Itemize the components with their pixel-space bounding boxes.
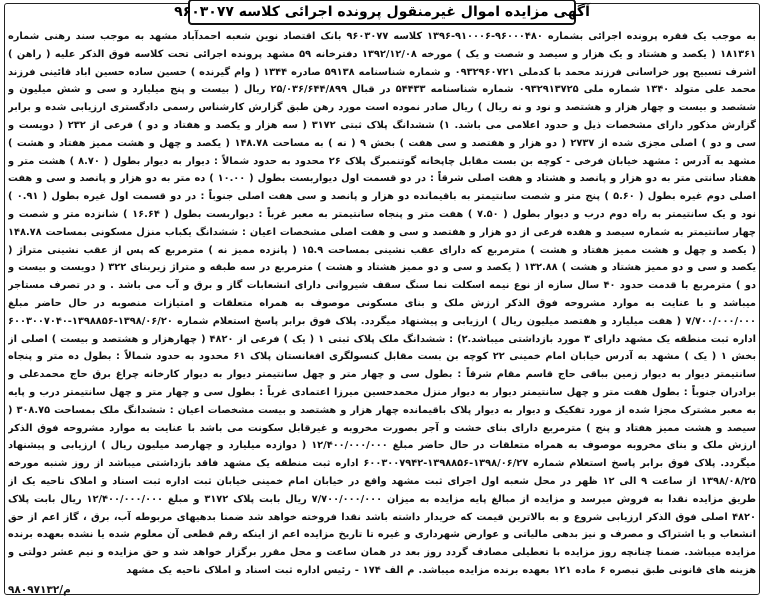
notice-title: آگهی مزایده اموال غیرمنقول پرونده اجرائی کلاسه ۹۶۰۳۰۷۷ <box>174 4 590 20</box>
title-box <box>174 0 590 25</box>
reference-code: ۹۸۰۹۷۱۳۲/م <box>8 584 71 596</box>
notice-body: به موجب یک فقره پرونده اجرائی بشماره ۹۶۰۰۰۴۸۰-۹۱۰۰۰۶-۱۳۹۶ کلاسه ۹۶۰۳۰۷۷ بانک اقتصاد نوین شعبه احمدآباد مشهد به موجب سند رهنی شماره ۱۸۱۳۶۱ ( یکصد و هشتاد و یک هزار و سیصد و شصت و یک ) مورخه ۱۳۹۲/۱۲/۰۸ دفترخانه ۵۹ مشهد پرونده اجرائی تحت کلاسه فوق الذکر علیه ( راهن ) اشرف تسبیح پور خراسانی فرزند محمد با کدملی ۰۹۳۲۹۶۰۷۲۱ و شماره شناسنامه ۵۹۱۳۸ صادره ۱۳۴۴ ( وام گیرنده ) حسین ساده حسین اباد قائینی فرزند محمد علی متولد ۱۳۴۰ شماره ملی ۰۹۳۲۹۱۳۷۲۵ شماره شناسنامه ۵۴۴۳۳ در قبال ۲۵/۰۳۶/۶۴۴/۸۹۹ ریال ( بیست و پنج میلیارد و سی و شش میلیون و ششصد و بیست و چهار هزار و هشتصد و نود و نه ریال ) ریال صادر نموده است مورد رهن طبق گزارش کارشناس رسمی دادگستری ارزیابی شده و برابر گزارش مذکور دارای مشخصات ذیل و حدود اعلامی می باشد. ۱) ششدانگ پلاک ثبتی ۳۱۷۲ ( سه هزار و یکصد و هفتاد و دو ) فرعی از ۲۳۲ ( دویست و سی و دو ) اصلی مجزی شده از ۲۷۳۷ ( دو هزار و هفتصد و سی هفت ) بخش ۹ ( نه ) به مساحت ۱۴۸.۷۸ ( یکصد و چهل و هشت ممیز هفتاد و هشت ) مشهد به آدرس : مشهد خیابان فرخی - کوچه بن بست مقابل چاپخانه گوتنمبرگ پلاک ۲۶ محدود به حدود شمالاً : دیوار به دیوار بطول ( ۸.۷۰ ) هشت متر و هفتاد سانتی متر به دو هزار و پانصد و هشتاد و هفت اصلی شرقاً : در دو قسمت اول دیواربست بطول ( ۱۰.۰۰ ) ده متر به دو هزار و پانصد و سی و هفت اصلی دوم غیره بطول ( ۵.۶۰ ) پنج متر و شصت سانتیمتر به باقیمانده دو هزار و پانصد و سی هفت اصلی جنوباً : در دو قسمت اول غیره بطول ( ۰.۹۱ ) نود و یک سانتیمتر به راه دوم درب و دیوار بطول ( ۷.۵۰ ) هفت متر و پنجاه سانتیمتر به معبر غرباً : دیواربست بطول ( ۱۶.۶۴ ) شانزده متر و شصت و چهار سانتیمتر به شماره سیصد و هفده فرعی از دو هزار و هفتصد و سی و هفت اصلی مشخصات اعیان : ششدانگ یکباب منزل مسکونی بمساحت ۱۴۸.۷۸ ( یکصد و چهل و هشت ممیز هفتاد و هشت ) مترمربع که دارای عقب نشینی بمساحت ۱۵.۹ ( پانزده ممیز نه ) مترمربع که پس از عقب نشینی متراژ ( یکصد و سی و دو ممیز هشتاد و هشت ) ۱۳۲.۸۸ ( یکصد و سی و دو ممیز هشتاد و هشت ) مترمربع در سه طبقه و متراژ زیربنای ۳۲۲ ( دویست و بیست و دو ) مترمربع با قدمت حدود ۴۰ سال سازه از نوع نیمه اسکلت نما سنگ سقف شیروانی دارای انشعابات گاز و برق و آب می باشد . و در تصرف مستاجر میباشد و با عنایت به موارد مشروحه فوق الذکر ارزش ملک و بنای مسکونی موصوف به همراه متعلقات و امتیازات منصوبه در حال حاضر مبلغ ۷/۷۰۰/۰۰۰/۰۰۰ ( هفت میلیارد و هفتصد میلیون ریال ) ارزیابی و پیشنهاد میگردد. پلاک فوق برابر پاسخ استعلام شماره ۱۳۹۸/۰۶/۲۰-۱۳۹۸۸۵۶-۶۰۰۳۰۰۷۰۴۰ اداره ثبت منطقه یک مشهد دارای ۳ مورد بازداشتی میباشد.۲) : ششدانگ ملک پلاک ثبتی ۱ ( یک ) فرعی از ۴۸۲۰ ( چهارهزار و هشتصد و بیست ) اصلی از بخش ۱ ( یک ) مشهد به آدرس خیابان امام خمینی ۲۲ کوچه بن بست مقابل کنسولگری افغانستان پلاک ۶۱ محدود به حدود شمالاً : بطول ده متر و پنجاه سانتیمتر دیوار به دیوار زمین بباقی حاج قاسم مقام شرقاً : بطول سی و چهار متر و چهل سانتیمتر دیوار به دیوار کارخانه چراغ برق حاج محمدعلی و برادران جنوباً : بطول هفت متر و چهل سانتیمتر دیوار به دیوار منزل محمدحسین میرزا اعتمادی غرباً : بطول سی و چهار متر و چهل سانتیمتر درب و پایه به معبر مشترک مجزا شده از مورد تفکیک و دیوار به دیوار پلاک باقیمانده چهار هزار و هشتصد و بیست مشخصات اعیان : ششدانگ ملک بمساحت ۳۰۸.۷۵ ( سیصد و هشت ممیز هفتاد و پنج ) مترمربع دارای بنای خشت و آجر بصورت مخروبه و غیرقابل سکونت می باشد با عنایت به موارد مشروحه فوق الذکر ارزش ملک و بنای مخروبه موصوف به همراه متعلقات در حال حاضر مبلغ ۱۲/۴۰۰/۰۰۰/۰۰۰ ( دوازده میلیارد و چهارصد میلیون ریال ) ارزیابی و پیشنهاد میگردد. پلاک فوق برابر پاسخ استعلام شماره ۱۳۹۸/۰۶/۲۷-۱۳۹۸۸۵۶-۶۰۰۳۰۰۷۹۴۲ اداره ثبت منطقه یک مشهد فاقد بازداشتی میباشد از روز شنبه مورخه ۱۳۹۸/۰۸/۲۵ از ساعت ۹ الی ۱۲ ظهر در محل شعبه اول اجرای ثبت مشهد واقع در خیابان امام خمینی خیابان ثبت اداره ثبت اسناد و املاک ناحیه یک از طریق مزایده نقدا به فروش میرسد و مزایده از مبالغ پایه مزایده به میزان ۷/۷۰۰/۰۰۰/۰۰۰ ریال بابت پلاک ۳۱۷۲ و مبلغ ۱۲/۴۰۰/۰۰۰/۰۰۰ ریال بابت پلاک ۴۸۲۰ اصلی فوق الذکر ارزیابی شروع و به بالاترین قیمت که خریدار داشته باشد نقدا فروخته خواهد شد ضمنا بدهیهای مربوطه آب، برق ، گاز اعم از حق انشعاب و یا اشتراک و مصرف و نیز بدهی مالیاتی و عوارض شهرداری و غیره تا تاریخ مزایده اعم از اینکه رقم قطعی آن معلوم شده یا نشده بعهده برنده مزایده میباشد. ضمنا چنانچه روز مزایده با تعطیلی مصادف گردد روز بعد در همان ساعت و محل مقرر برگزار خواهد شد و حق مزایده و نیم عشر دولتی و هزینه های قانونی طبق تبصره ۶ ماده ۱۲۱ بعهده برنده مزایده میباشد. م الف ۱۷۴ - رئیس اداره ثبت اسناد و املاک ناحیه یک مشهد <box>8 31 756 576</box>
